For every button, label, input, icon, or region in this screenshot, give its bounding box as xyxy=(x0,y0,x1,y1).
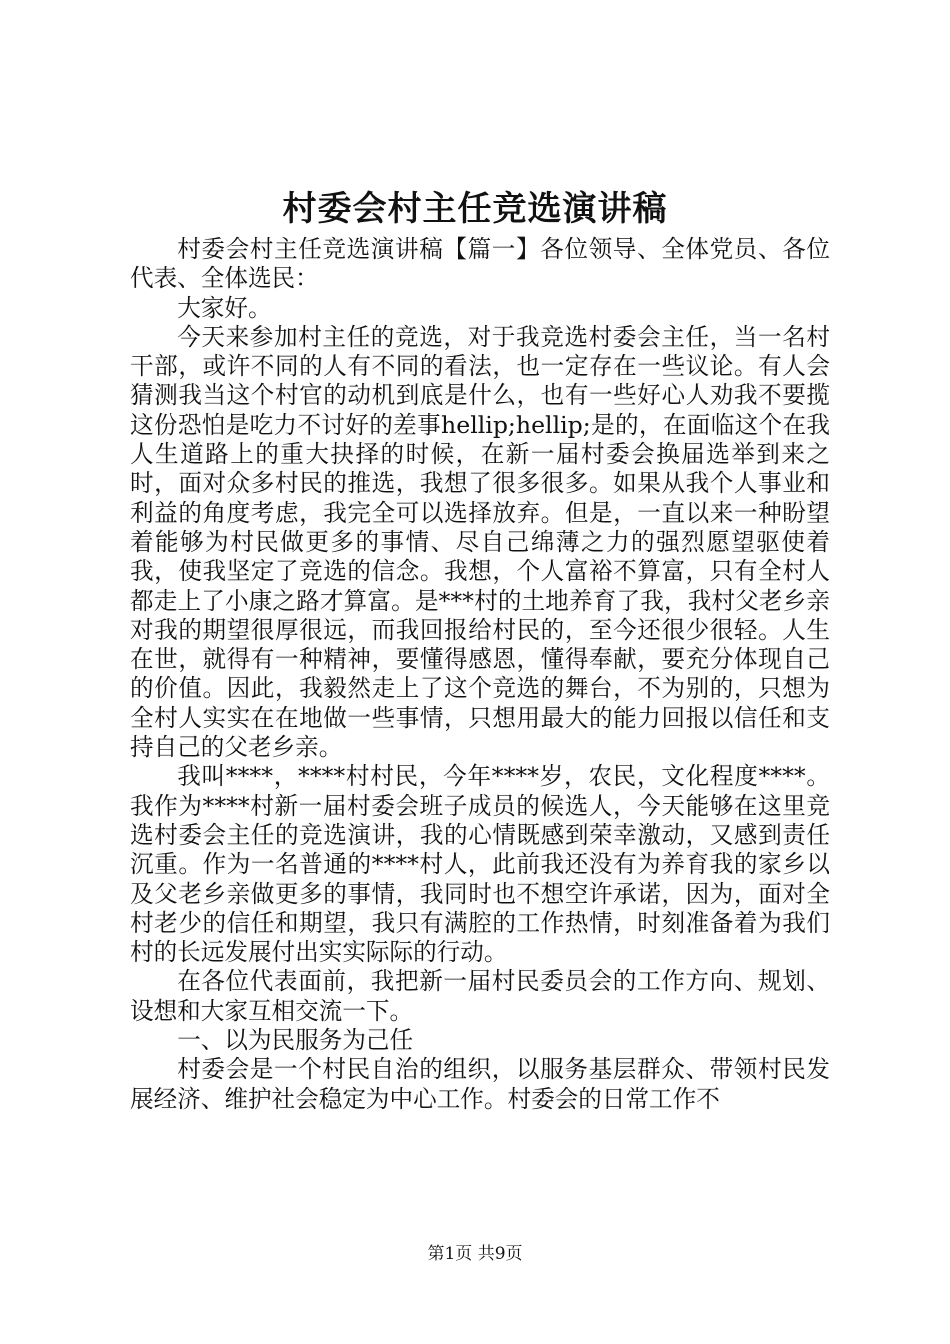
section-heading: 一、以为民服务为己任 xyxy=(177,1026,414,1055)
paragraph: 我叫****，****村村民，今年****岁，农民，文化程度****。我作为****村新一届村委会班子成员的候选人，今天能够在这里竞选村委会主任的竞选演讲，我的心情既感到荣幸激动，又感到责任沉重。作为一名普通的****村人，此前我还没有为养育我的家乡以及父老乡亲做更多的事情，我同时也不想空许承诺，因为，面对全村老少的信任和期望，我只有满腔的工作热情，时刻准备着为我们村的长远发展付出实实际际的行动。 xyxy=(130,762,830,967)
document-body xyxy=(130,235,830,1114)
page-footer: 第1页 共9页 xyxy=(427,1244,523,1264)
document-title: 村委会村主任竞选演讲稿 xyxy=(282,189,668,229)
paragraph: 在各位代表面前，我把新一届村民委员会的工作方向、规划、设想和大家互相交流一下。 xyxy=(130,967,830,1025)
paragraph: 今天来参加村主任的竞选，对于我竞选村委会主任，当一名村干部，或许不同的人有不同的看法，也一定存在一些议论。有人会猜测我当这个村官的动机到底是什么，也有一些好心人劝我不要揽这份恐怕是吃力不讨好的差事hellip;hellip;是的，在面临这个在我人生道路上的重大抉择的时候，在新一届村委会换届选举到来之时，面对众多村民的推选，我想了很多很多。如果从我个人事业和利益的角度考虑，我完全可以选择放弃。但是，一直以来一种盼望着能够为村民做更多的事情、尽自己绵薄之力的强烈愿望驱使着我，使我坚定了竞选的信念。我想，个人富裕不算富，只有全村人都走上了小康之路才算富。是***村的土地养育了我，我村父老乡亲对我的期望很厚很远，而我回报给村民的，至今还很少很轻。人生在世，就得有一种精神，要懂得感恩，懂得奉献，要充分体现自己的价值。因此，我毅然走上了这个竞选的舞台，不为别的，只想为全村人实实在在地做一些事情，只想用最大的能力回报以信任和支持自己的父老乡亲。 xyxy=(130,322,830,762)
paragraph: 大家好。 xyxy=(177,293,272,322)
paragraph: 村委会村主任竞选演讲稿【篇一】各位领导、全体党员、各位代表、全体选民： xyxy=(130,235,830,293)
paragraph: 村委会是一个村民自治的组织，以服务基层群众、带领村民发展经济、维护社会稳定为中心工作。村委会的日常工作不 xyxy=(130,1055,830,1113)
